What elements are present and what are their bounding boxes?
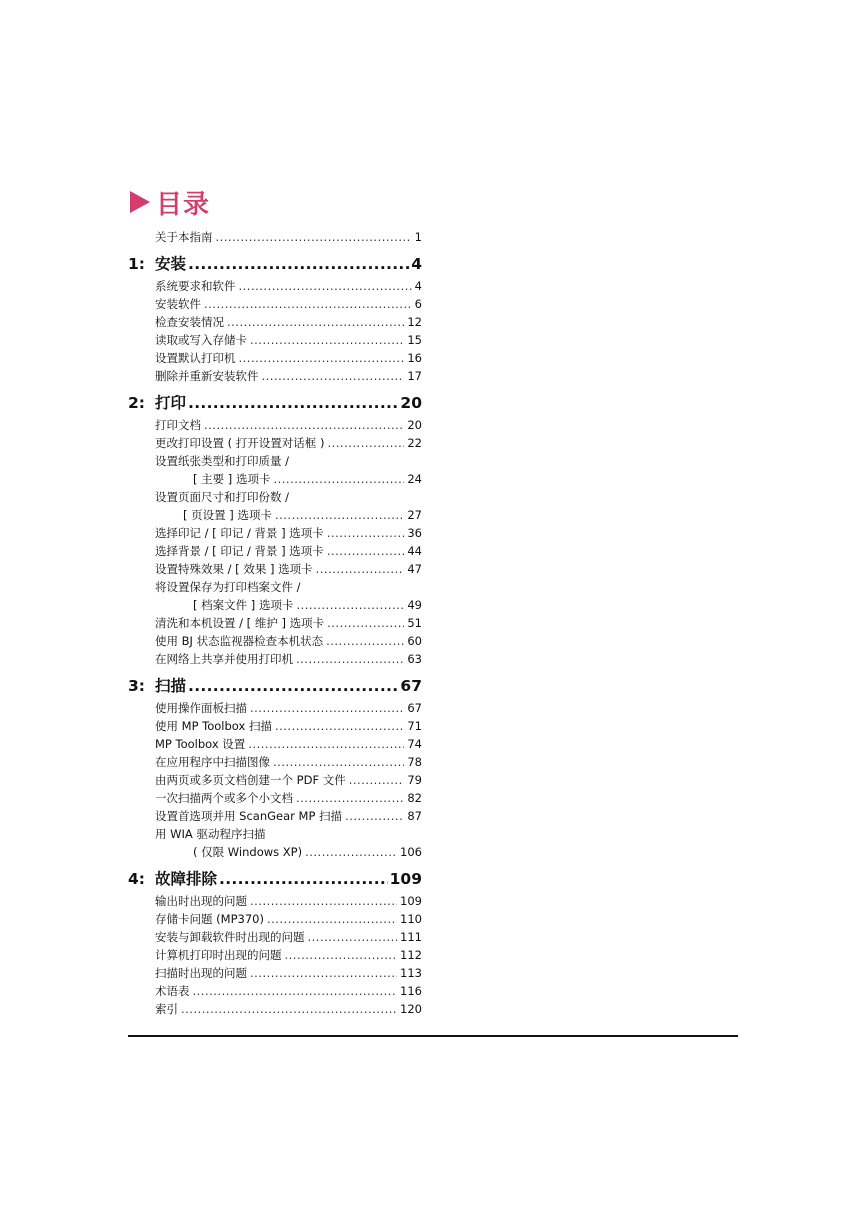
toc-entry[interactable] — [155, 753, 422, 771]
toc-entry-label: 清洗和本机设置 / [ 维护 ] 选项卡 — [155, 616, 325, 630]
toc-entry[interactable] — [155, 789, 422, 807]
chapter-heading-1[interactable] — [128, 251, 422, 277]
leader-dots — [216, 228, 412, 246]
toc-entry[interactable] — [155, 699, 422, 717]
chapter-title: 安装 — [155, 255, 187, 273]
leader-dots — [250, 964, 397, 982]
toc-entry[interactable] — [155, 928, 422, 946]
toc-entry-label: 扫描时出现的问题 — [155, 966, 247, 980]
toc-entry[interactable] — [155, 524, 422, 542]
toc-entry-page: 111 — [400, 930, 422, 944]
toc-entry-label: 关于本指南 — [155, 230, 213, 244]
toc-entry-page: 51 — [407, 616, 422, 630]
toc-entry-label: 一次扫描两个或多个小文档 — [155, 791, 293, 805]
toc-entry-page: 17 — [407, 369, 422, 383]
toc-entry-page: 20 — [407, 418, 422, 432]
toc-entry-page: 109 — [400, 894, 422, 908]
toc-entry-label: 在应用程序中扫描图像 — [155, 755, 270, 769]
toc-entry-page: 16 — [407, 351, 422, 365]
leader-dots — [239, 349, 405, 367]
leader-dots — [204, 416, 404, 434]
toc-entry[interactable] — [155, 367, 422, 385]
toc-entry[interactable] — [155, 295, 422, 313]
leader-dots — [248, 735, 404, 753]
toc-entry-page: 24 — [407, 472, 422, 486]
toc-title: 目录 — [156, 189, 211, 220]
leader-dots — [296, 596, 404, 614]
toc-entry-page: 12 — [407, 315, 422, 329]
toc-entry-page: 113 — [400, 966, 422, 980]
toc-entry[interactable] — [155, 650, 422, 668]
leader-dots — [239, 277, 412, 295]
toc-entry-line1[interactable] — [155, 452, 422, 470]
leader-dots — [188, 251, 409, 277]
toc-entry[interactable] — [155, 717, 422, 735]
toc-entry[interactable] — [155, 632, 422, 650]
chapter-number: 4: — [128, 870, 145, 888]
toc-entry-label: 在网络上共享并使用打印机 — [155, 652, 293, 666]
toc-entry[interactable] — [155, 843, 422, 861]
toc-entry[interactable] — [155, 277, 422, 295]
toc-entry-page: 112 — [400, 948, 422, 962]
toc-entry-page: 47 — [407, 562, 422, 576]
toc-entry-page: 110 — [400, 912, 422, 926]
toc-entry-page: 4 — [414, 279, 422, 293]
leader-dots — [305, 843, 397, 861]
toc-entry[interactable] — [155, 771, 422, 789]
toc-entry-page: 49 — [407, 598, 422, 612]
leader-dots — [327, 524, 405, 542]
toc-entry-label: 用 WIA 驱动程序扫描 — [155, 827, 266, 841]
leader-dots — [273, 753, 404, 771]
leader-dots — [345, 807, 404, 825]
toc-entry-label: MP Toolbox 设置 — [155, 737, 246, 751]
toc-entry-label: 设置特殊效果 / [ 效果 ] 选项卡 — [155, 562, 313, 576]
toc-entry-label: 索引 — [155, 1002, 178, 1016]
toc-entry[interactable] — [155, 964, 422, 982]
toc-entry[interactable] — [155, 560, 422, 578]
toc-entry-label: 存储卡问题 (MP370) — [155, 912, 264, 926]
toc-entry-label: 检查安装情况 — [155, 315, 224, 329]
toc-entry[interactable] — [155, 892, 422, 910]
toc-entry-label: 安装与卸载软件时出现的问题 — [155, 930, 305, 944]
toc-entry-label: 删除并重新安装软件 — [155, 369, 259, 383]
leader-dots — [273, 470, 404, 488]
toc-entry-page: 106 — [400, 845, 422, 859]
toc-entry-label: 将设置保存为打印档案文件 / — [155, 580, 301, 594]
leader-dots — [296, 650, 404, 668]
toc-entry-line1[interactable] — [155, 825, 422, 843]
toc-entry[interactable] — [155, 982, 422, 1000]
table-of-contents — [128, 228, 422, 1018]
toc-entry-label: 系统要求和软件 — [155, 279, 236, 293]
chapter-title: 打印 — [155, 394, 187, 412]
toc-entry-continuation: [ 档案文件 ] 选项卡 — [193, 598, 294, 612]
toc-entry[interactable] — [155, 434, 422, 452]
leader-dots — [188, 673, 398, 699]
chapter-heading-4[interactable] — [128, 866, 422, 892]
leader-dots — [250, 331, 404, 349]
leader-dots — [327, 614, 404, 632]
toc-entry-label: 设置默认打印机 — [155, 351, 236, 365]
chapter-title: 扫描 — [155, 677, 187, 695]
toc-heading — [130, 185, 210, 219]
toc-entry-label: 设置首选项并用 ScanGear MP 扫描 — [155, 809, 343, 823]
leader-dots — [219, 866, 388, 892]
toc-entry-label: 选择印记 / [ 印记 / 背景 ] 选项卡 — [155, 526, 324, 540]
toc-entry-page: 27 — [407, 508, 422, 522]
leader-dots — [296, 789, 404, 807]
chapter-page: 67 — [400, 677, 422, 695]
toc-entry-label: 安装软件 — [155, 297, 201, 311]
leader-dots — [275, 506, 404, 524]
chapter-number: 2: — [128, 394, 145, 412]
chapter-page: 20 — [400, 394, 422, 412]
leader-dots — [316, 560, 405, 578]
toc-entry-label: 使用 BJ 状态监视器检查本机状态 — [155, 634, 324, 648]
toc-entry-label: 打印文档 — [155, 418, 201, 432]
toc-entry-label: 更改打印设置 ( 打开设置对话框 ) — [155, 436, 325, 450]
toc-entry-line1[interactable] — [155, 578, 422, 596]
toc-entry-label: 选择背景 / [ 印记 / 背景 ] 选项卡 — [155, 544, 324, 558]
leader-dots — [267, 910, 397, 928]
leader-dots — [285, 946, 398, 964]
toc-entry[interactable] — [155, 506, 422, 524]
leader-dots — [327, 542, 405, 560]
toc-entry-page: 71 — [407, 719, 422, 733]
toc-entry-page: 15 — [407, 333, 422, 347]
toc-entry-label: 设置纸张类型和打印质量 / — [155, 454, 290, 468]
toc-entry[interactable] — [155, 313, 422, 331]
toc-entry-page: 74 — [407, 737, 422, 751]
toc-entry[interactable] — [155, 735, 422, 753]
toc-entry[interactable] — [155, 910, 422, 928]
toc-entry-page: 44 — [407, 544, 422, 558]
toc-entry-label: 使用 MP Toolbox 扫描 — [155, 719, 272, 733]
leader-dots — [349, 771, 405, 789]
leader-dots — [275, 717, 404, 735]
toc-entry-label: 术语表 — [155, 984, 190, 998]
chapter-title: 故障排除 — [155, 870, 218, 888]
toc-entry-label: 由两页或多页文档创建一个 PDF 文件 — [155, 773, 346, 787]
toc-entry-continuation: [ 页设置 ] 选项卡 — [183, 508, 272, 522]
leader-dots — [250, 699, 404, 717]
footer-rule — [128, 1035, 738, 1037]
toc-entry-page: 6 — [414, 297, 422, 311]
toc-entry-page: 78 — [407, 755, 422, 769]
toc-entry-page: 67 — [407, 701, 422, 715]
leader-dots — [193, 982, 398, 1000]
toc-entry-continuation: [ 主要 ] 选项卡 — [193, 472, 271, 486]
toc-entry-page: 82 — [407, 791, 422, 805]
leader-dots — [227, 313, 404, 331]
toc-entry[interactable] — [155, 416, 422, 434]
toc-entry[interactable] — [155, 596, 422, 614]
toc-entry-page: 60 — [407, 634, 422, 648]
toc-entry-page: 116 — [400, 984, 422, 998]
leader-dots — [308, 928, 398, 946]
toc-entry[interactable] — [155, 542, 422, 560]
toc-entry[interactable] — [155, 331, 422, 349]
leader-dots — [326, 632, 404, 650]
toc-entry-page: 87 — [407, 809, 422, 823]
toc-entry-page: 63 — [407, 652, 422, 666]
leader-dots — [262, 367, 405, 385]
toc-entry[interactable] — [155, 349, 422, 367]
chapter-number: 1: — [128, 255, 145, 273]
chapter-heading-2[interactable] — [128, 390, 422, 416]
leader-dots — [181, 1000, 397, 1018]
toc-entry-label: 输出时出现的问题 — [155, 894, 247, 908]
chapter-page: 109 — [389, 870, 422, 888]
toc-entry-intro[interactable] — [155, 228, 422, 246]
toc-entry-label: 计算机打印时出现的问题 — [155, 948, 282, 962]
toc-entry-page: 120 — [400, 1002, 422, 1016]
toc-entry-page: 36 — [407, 526, 422, 540]
toc-entry[interactable] — [155, 946, 422, 964]
toc-entry[interactable] — [155, 1000, 422, 1018]
toc-entry-page: 1 — [414, 230, 422, 244]
leader-dots — [204, 295, 412, 313]
toc-entry-line1[interactable] — [155, 488, 422, 506]
toc-entry-continuation: ( 仅限 Windows XP) — [193, 845, 303, 859]
toc-entry-page: 79 — [407, 773, 422, 787]
toc-entry-page: 22 — [407, 436, 422, 450]
triangle-bullet-icon — [130, 191, 150, 213]
chapter-heading-3[interactable] — [128, 673, 422, 699]
toc-entry-label: 使用操作面板扫描 — [155, 701, 247, 715]
toc-entry-label: 读取或写入存储卡 — [155, 333, 247, 347]
toc-entry-label: 设置页面尺寸和打印份数 / — [155, 490, 290, 504]
leader-dots — [250, 892, 397, 910]
toc-entry[interactable] — [155, 807, 422, 825]
leader-dots — [188, 390, 398, 416]
toc-entry[interactable] — [155, 614, 422, 632]
toc-entry[interactable] — [155, 470, 422, 488]
chapter-number: 3: — [128, 677, 145, 695]
leader-dots — [327, 434, 404, 452]
chapter-page: 4 — [411, 255, 422, 273]
